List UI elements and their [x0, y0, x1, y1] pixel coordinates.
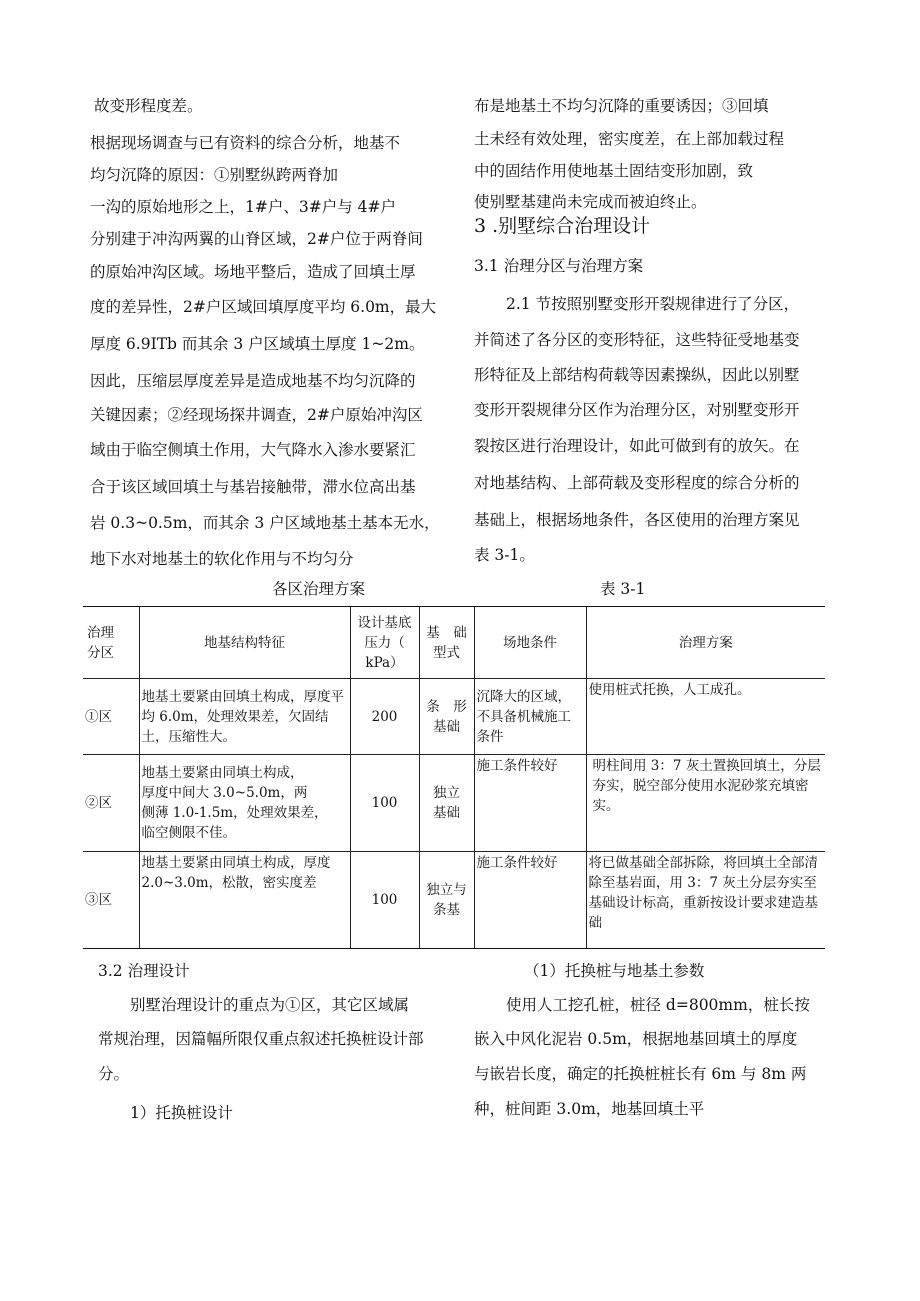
table-row: [83, 852, 825, 949]
paragraph-line: 厚度 6.9ITb 而其余 3 户区域填土厚度 1~2m。: [90, 335, 425, 353]
cell-pressure: 100: [350, 852, 419, 949]
header-zone: 治理 分区: [83, 607, 139, 679]
cell-plan: 将已做基础全部拆除，将回填土全部清除至基岩面，用 3：7 灰土分层夯实至基础设计标高，重新按设计要求建造基础: [586, 852, 825, 949]
cell-zone: ①区: [83, 679, 139, 755]
paragraph-line: 地下水对地基土的软化作用与不均匀分: [90, 550, 354, 568]
cell-structure: 地基土要紧由同填土构成， 厚度中间大 3.0~5.0m，两 侧薄 1.0-1.5m，处理效果差， 临空侧限不佳。: [139, 755, 350, 852]
section-heading: 3 .别墅综合治理设计: [474, 215, 651, 237]
header-structure: 地基结构特征: [139, 607, 350, 679]
table-row: [83, 755, 825, 852]
paragraph-line: 别墅治理设计的重点为①区，其它区域属: [130, 996, 410, 1014]
header-foundation: 基 础 型式: [419, 607, 474, 679]
paragraph-line: 度的差异性，2#户区域回填厚度平均 6.0m，最大: [90, 298, 437, 316]
header-plan: 治理方案: [586, 607, 825, 679]
subsection-heading: 1）托换桩设计: [130, 1104, 233, 1122]
paragraph-line: 中的固结作用使地基土固结变形加剧，致: [474, 162, 754, 180]
table-header-row: [83, 607, 825, 679]
paragraph-line: 形特征及上部结构荷载等因素操纵，因此以别墅: [474, 366, 800, 384]
cell-zone: ③区: [83, 852, 139, 949]
paragraph-line: 基础上，根据场地条件，各区使用的治理方案见: [474, 511, 800, 529]
cell-zone: ②区: [83, 755, 139, 852]
cell-site: 施工条件较好: [474, 755, 586, 852]
cell-pressure: 100: [350, 755, 419, 852]
cell-site: 施工条件较好: [474, 852, 586, 949]
cell-site: 沉降大的区域，不具备机械施工条件: [474, 679, 586, 755]
subsection-heading: 3.1 治理分区与治理方案: [474, 257, 644, 275]
paragraph-line: 常规治理，因篇幅所限仅重点叙述托换桩设计部: [98, 1030, 424, 1048]
paragraph-line: 岩 0.3~0.5m，而其余 3 户区域地基土基本无水，: [90, 514, 440, 532]
paragraph-line: 关键因素；②经现场探井调查，2#户原始冲沟区: [90, 406, 423, 424]
subsection-heading: 3.2 治理设计: [98, 962, 190, 980]
paragraph-line: 2.1 节按照别墅变形开裂规律进行了分区，: [506, 295, 800, 313]
table-number: 表 3-1: [600, 580, 646, 598]
table-caption: 各区治理方案: [272, 580, 366, 598]
paragraph-line: 变形开裂规律分区作为治理分区，对别墅变形开: [474, 401, 800, 419]
treatment-plan-table: [83, 606, 825, 949]
paragraph-line: 合于该区域回填土与基岩接触带，滞水位高出基: [90, 478, 416, 496]
header-pressure: 设计基底 压力（ kPa）: [350, 607, 419, 679]
paragraph-line: 表 3-1。: [474, 546, 535, 564]
paragraph-line: 嵌入中风化泥岩 0.5m，根据地基回填土的厚度: [474, 1030, 798, 1048]
paragraph-line: 因此，压缩层厚度差异是造成地基不均匀沉降的: [90, 372, 416, 390]
cell-plan: 明柱间用 3：7 灰土置换回填土，分层夯实，脱空部分使用水泥砂浆充填密实。: [586, 755, 825, 852]
paragraph-line: 使用人工挖孔桩，桩径 d=800mm，桩长按: [506, 996, 810, 1014]
cell-foundation: 独立与 条基: [419, 852, 474, 949]
header-site: 场地条件: [474, 607, 586, 679]
paragraph-line: 使别墅基建尚未完成而被迫终止。: [474, 193, 707, 211]
cell-structure: 地基土要紧由回填土构成，厚度平均 6.0m，处理效果差，欠固结土，压缩性大。: [139, 679, 350, 755]
cell-plan: 使用桩式托换，人工成孔。: [586, 679, 825, 755]
paragraph-line: 布是地基土不均匀沉降的重要诱因；③回填: [474, 97, 769, 115]
paragraph-line: 根据现场调查与已有资料的综合分析，地基不: [90, 134, 401, 152]
cell-pressure: 200: [350, 679, 419, 755]
paragraph-line: 裂按区进行治理设计，如此可做到有的放矢。在: [474, 437, 800, 455]
paragraph-line: 土未经有效处理，密实度差，在上部加载过程: [474, 130, 785, 148]
paragraph-line: 并简述了各分区的变形特征，这些特征受地基变: [474, 331, 800, 349]
table-row: [83, 679, 825, 755]
paragraph-line: 种，桩间距 3.0m，地基回填土平: [474, 1100, 705, 1118]
paragraph-line: 分别建于冲沟两翼的山脊区域，2#户位于两脊间: [90, 230, 423, 248]
cell-foundation: 独立 基础: [419, 755, 474, 852]
cell-structure: 地基土要紧由同填土构成，厚度 2.0~3.0m，松散，密实度差: [139, 852, 350, 949]
paragraph-line: 的原始冲沟区域。场地平整后，造成了回填土厚: [90, 263, 416, 281]
paragraph-line: 故变形程度差。: [94, 97, 203, 115]
paragraph-line: 均匀沉降的原因：①别墅纵跨两脊加: [90, 166, 339, 184]
paragraph-line: 对地基结构、上部荷载及变形程度的综合分析的: [474, 474, 800, 492]
paragraph-line: 一沟的原始地形之上，1#户、3#户与 4#户: [90, 198, 396, 216]
paragraph-line: 分。: [98, 1065, 130, 1083]
cell-foundation: 条 形 基础: [419, 679, 474, 755]
paragraph-line: 域由于临空侧填土作用，大气降水入渗水要紧汇: [90, 441, 416, 459]
paragraph-line: 与嵌岩长度，确定的托换桩桩长有 6m 与 8m 两: [474, 1065, 807, 1083]
subsection-heading: （1）托换桩与地基土参数: [524, 962, 705, 980]
